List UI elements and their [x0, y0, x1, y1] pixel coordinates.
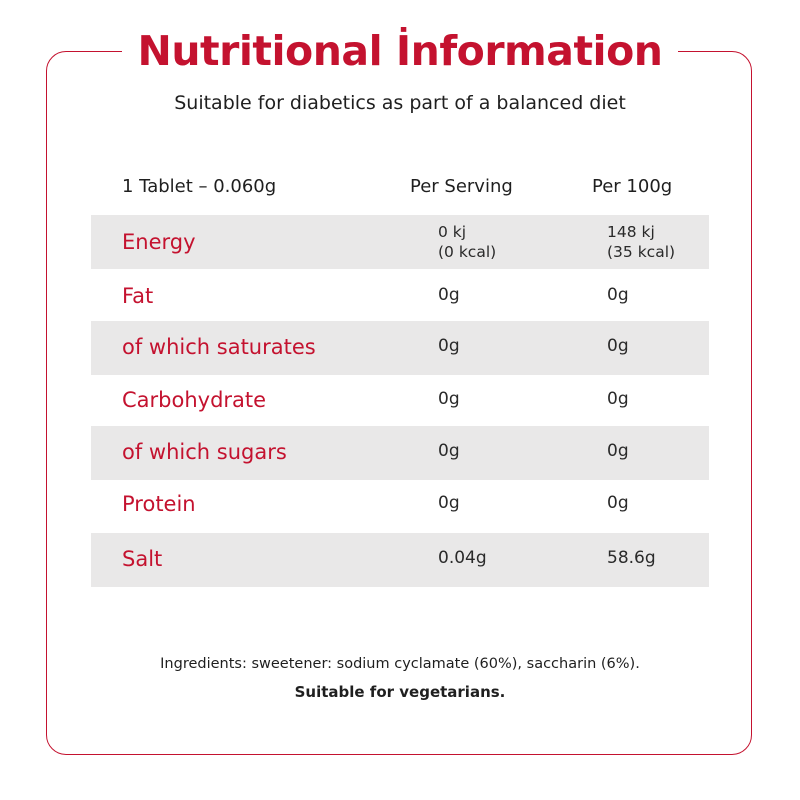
header-per-serving: Per Serving: [410, 176, 513, 197]
per-serving-value: 0g: [438, 441, 460, 461]
per-serving-kj: 0 kj: [438, 223, 467, 241]
table-row-protein: [91, 478, 709, 532]
row-label: of which saturates: [122, 335, 316, 359]
row-label: Carbohydrate: [122, 388, 267, 412]
per-100g-value: 58.6g: [607, 548, 656, 568]
row-label: Energy: [122, 230, 196, 254]
per-serving-value: [438, 222, 496, 262]
ingredients-text: Ingredients: sweetener: sodium cyclamate (60%), saccharin (6%).: [160, 656, 640, 672]
row-label: Protein: [122, 492, 196, 516]
table-row-saturates: [91, 321, 709, 375]
table-row-salt: [91, 533, 709, 587]
table-row-carbohydrate: [91, 374, 709, 428]
table-header: [0, 174, 800, 200]
header-per-100g: Per 100g: [592, 176, 673, 197]
per-serving-value: 0g: [438, 285, 460, 305]
per-100g-value: 0g: [607, 389, 629, 409]
per-serving-value: 0g: [438, 389, 460, 409]
row-label: of which sugars: [122, 440, 287, 464]
table-row-energy: [91, 215, 709, 269]
per-serving-value: 0.04g: [438, 548, 487, 568]
per-serving-value: 0g: [438, 336, 460, 356]
per-100g-value: [607, 222, 675, 262]
page-title: Nutritional İnformation: [122, 26, 679, 76]
row-label: Salt: [122, 547, 163, 571]
row-label: Fat: [122, 284, 154, 308]
per-100g-value: 0g: [607, 441, 629, 461]
per-100g-value: 0g: [607, 493, 629, 513]
per-100g-kj: 148 kj: [607, 223, 655, 241]
header-serving-size: 1 Tablet – 0.060g: [122, 176, 277, 197]
per-100g-kcal: (35 kcal): [607, 243, 676, 261]
per-serving-kcal: (0 kcal): [438, 243, 497, 261]
per-100g-value: 0g: [607, 336, 629, 356]
table-row-sugars: [91, 426, 709, 480]
per-100g-value: 0g: [607, 285, 629, 305]
vegetarian-note: Suitable for vegetarians.: [294, 683, 506, 701]
per-serving-value: 0g: [438, 493, 460, 513]
subtitle: Suitable for diabetics as part of a balanced diet: [174, 92, 626, 114]
table-row-fat: [91, 270, 709, 324]
